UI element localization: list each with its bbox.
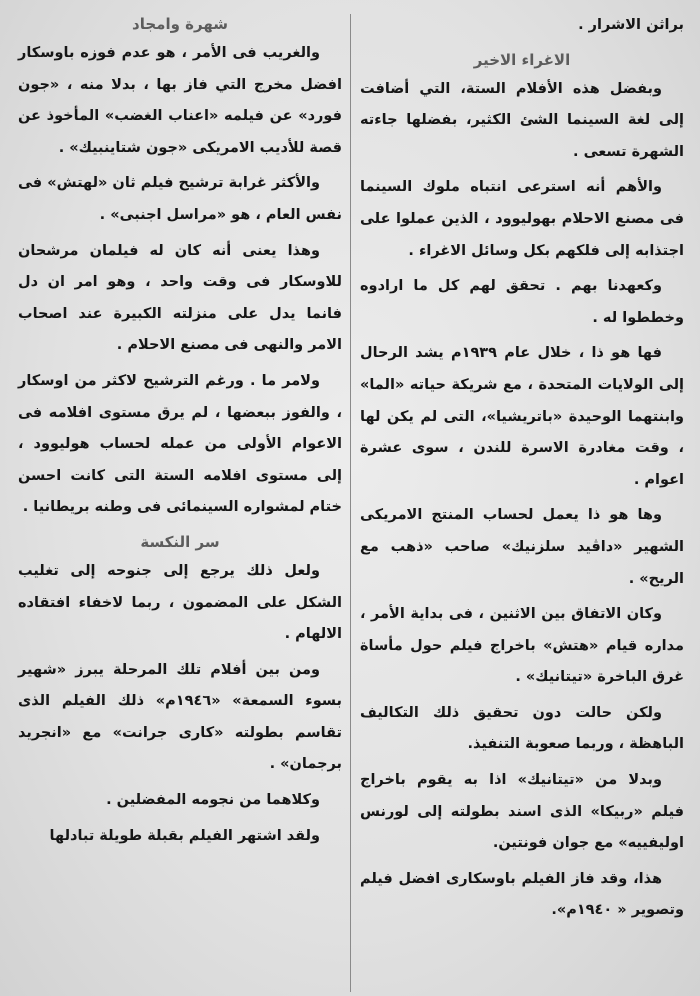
section-heading-last-temptation: الاغراء الاخير bbox=[473, 50, 571, 69]
paragraph: وهذا يعنى أنه كان له فيلمان مرشحان للاوسكار فى وقت واحد ، وهو امر ان دل فانما يدل على منزلته الكبيرة عند اصحاب الامر والنهى فى مصنع الاحلام . bbox=[18, 242, 342, 354]
paragraph: ولامر ما . ورغم الترشيح لاكثر من اوسكار ، والفوز ببعضها ، لم يرق مستوى افلامه فى الاعوام الأولى من عمله لحساب هوليوود ، إلى مستوى افلامه الستة التى كانت احسن ختام لمشواره السينمائى فى وطنه بريطانيا . bbox=[18, 372, 342, 516]
column-divider bbox=[350, 14, 351, 992]
paragraph: ولعل ذلك يرجع إلى جنوحه إلى تغليب الشكل على المضمون ، ربما لاخفاء افتقاده الالهام . bbox=[18, 562, 342, 643]
section-heading-fame-and-glory: شهرة وامجاد bbox=[132, 15, 228, 33]
column-lead-text: براثن الاشرار . bbox=[578, 17, 684, 33]
paragraph: وبفضل هذه الأفلام الستة، التي أضافت إلى لغة السينما الشئ الكثير، بفضلها جاءته الشهرة تسعى . bbox=[360, 80, 684, 160]
right-column bbox=[360, 10, 684, 931]
paragraph: وها هو ذا يعمل لحساب المنتج الامريكى الشهير «داڤيد سلزنيك» صاحب «ذهب مع الريح» . bbox=[360, 507, 684, 587]
paragraph: وكعهدنا بهم . تحقق لهم كل ما ارادوه وخططوا له . bbox=[360, 278, 684, 326]
paragraph: والأكثر غرابة ترشيح فيلم ثان «لهتش» فى نفس العام ، هو «مراسل اجنبى» . bbox=[18, 175, 342, 223]
paragraph: والغريب فى الأمر ، هو عدم فوزه باوسكار افضل مخرج التي فاز بها ، بدلا منه ، «جون فورد» عن فيلمه «اعناب الغضب» المأخوذ عن قصة للأديب الامريكى «جون شتاينبيك» . bbox=[18, 45, 342, 156]
paragraph: ولكن حالت دون تحقيق ذلك التكاليف الباهظة ، وربما صعوبة التنفيذ. bbox=[360, 704, 684, 753]
paragraph: هذا، وقد فاز الفيلم باوسكارى افضل فيلم وتصوير « ١٩٤٠م». bbox=[360, 870, 684, 919]
paragraph: والأهم أنه استرعى انتباه ملوك السينما فى مصنع الاحلام بهوليوود ، الذين عملوا على اجتذابه إلى فلكهم بكل وسائل الاغراء . bbox=[360, 179, 684, 259]
section-heading-setback-secret: سر النكسة bbox=[140, 532, 220, 551]
paragraph: وبدلا من «تيتانيك» اذا به يقوم باخراج فيلم «ربيكا» الذى اسند بطولته إلى لورنس اوليفييه» مع جوان فونتين. bbox=[360, 772, 684, 852]
left-column bbox=[18, 10, 342, 856]
paragraph: ولقد اشتهر الفيلم بقبلة طويلة تبادلها bbox=[49, 827, 320, 844]
paragraph: ومن بين أفلام تلك المرحلة يبرز «شهير بسوء السمعة» «١٩٤٦م» ذلك الفيلم الذى تقاسم بطولته «كارى جرانت» مع «انجريد برجمان» . bbox=[18, 661, 342, 773]
paragraph: وكان الاتفاق بين الاثنين ، فى بداية الأمر ، مداره قيام «هتش» باخراج فيلم حول مأساة غرق الباخرة «تيتانيك» . bbox=[360, 606, 684, 686]
paragraph: وكلاهما من نجومه المفضلين . bbox=[106, 792, 320, 809]
paragraph: فها هو ذا ، خلال عام ١٩٣٩م يشد الرحال إلى الولايات المتحدة ، مع شريكة حياته «الما» وابنتهما الوحيدة «باتريشيا»، التى لم يكن لها ، وقت مغادرة الاسرة للندن ، سوى عشرة اعوام . bbox=[360, 345, 684, 488]
